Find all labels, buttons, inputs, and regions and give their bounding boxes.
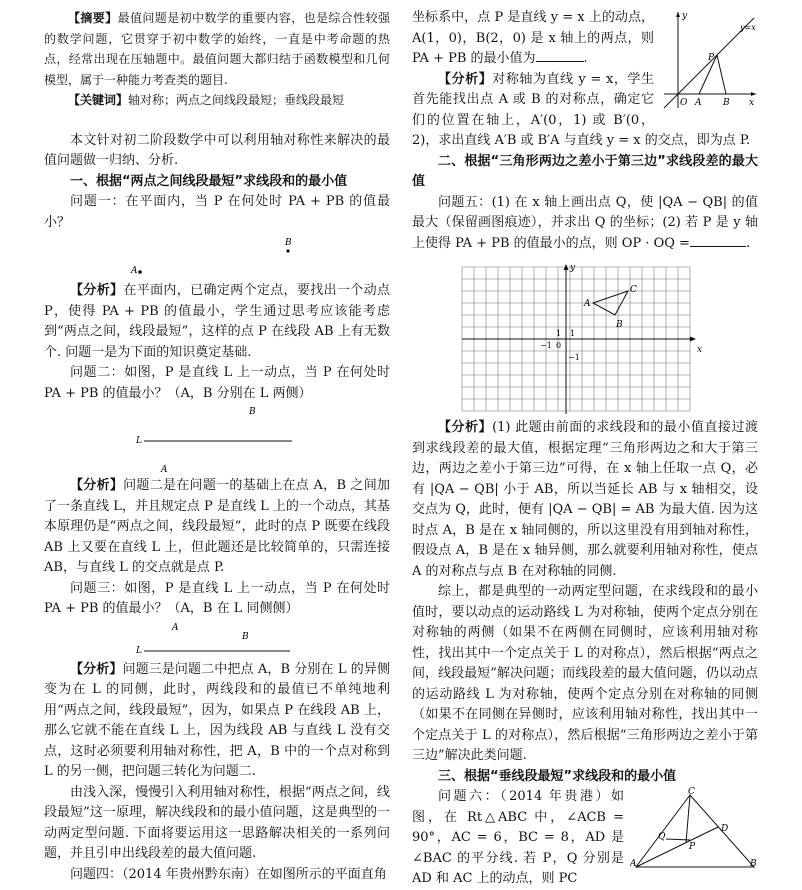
- q4-b-label: B: [723, 98, 730, 108]
- q6-d-label: D: [721, 824, 729, 834]
- q4-p-label: P: [708, 53, 715, 63]
- question-4-end: .: [583, 51, 588, 66]
- q4-x-arrow: [751, 92, 756, 96]
- section3-heading: 三、根据“垂线段最短”求线段和的最小值: [438, 768, 677, 784]
- analysis-3: [44, 660, 390, 783]
- segment-ad: [636, 827, 718, 867]
- q3-point-b-label: B: [242, 631, 249, 642]
- section2-heading: 二、根据“三角形两边之差小于第三边”求线段差的最大值: [412, 153, 758, 189]
- analysis-3-text: 问题三是问题二中把点 A，B 分别在 L 的异侧变为在 L 的同侧，此时，两线段和的最值已不单纯地利用“两点之间，线段最短”，因为，如果点 P 在线段 AB 上，那么它就不能在直线 L 上，因为线段 AB 与直线 L 没有交点，这时必须要利用轴对称性，把 A，B 中的一个点对称到 L 的另一侧，把问题三转化为问题二.: [44, 661, 390, 779]
- figure-q4: [660, 8, 758, 112]
- analysis-5: [412, 418, 758, 582]
- q1-point-a-label: A: [131, 266, 138, 276]
- analysis-1: [44, 281, 390, 363]
- q1-point-b-label: B: [285, 238, 292, 248]
- analysis-4-text: 对称轴为直线 y = x，学生首先能找出点 A 或 B 的对称点，确定它们的位置在轴上，A′(0，1) 或 B′(0，2)，求出直线 A′B 或 B′A 与直线 y = x 的交点，即为点 P.: [412, 71, 751, 148]
- q3-line-label: L: [136, 645, 142, 656]
- q6-b-label: B: [750, 859, 757, 869]
- answer-blank-4: [536, 49, 584, 62]
- question-4-text: 坐标系中，点 P 是直线 y = x 上的动点，A(1，0)，B(2，0) 是 x 轴上的两点，则 PA + PB 的最小值为: [412, 10, 654, 66]
- grid-x-arrow: [690, 337, 696, 342]
- q2-line-label: L: [136, 436, 142, 446]
- grid-y-label: y: [570, 263, 576, 273]
- left-column: [44, 8, 390, 885]
- keywords-text: 轴对称；两点之间线段最短；垂线段最短: [128, 93, 345, 107]
- analysis-tag-1: 【分析】: [70, 283, 124, 298]
- grid-x-label: x: [697, 345, 703, 355]
- right-column: [412, 8, 758, 890]
- summary-paragraph: 综上，都是典型的一动两定型问题，在求线段和的最小值时，要以动点的运动路线 L 为对称轴，使两个定点分别在对称轴的两侧（如果不在两侧在同侧时，应该利用轴对称性，找出其中一个定点关于 L 的对称点），然后根据“两点之间，线段最短”解决问题；而线段差的最大值问题，仍以动点的运动路线 L 为对称轴，使两个定点分别在对称轴的同侧（如果不在同侧在异侧时，应该利用轴对称性，找出其中一个定点关于 L 的对称点），然后根据“三角形两边之差小于第三边”解决此类问题.: [412, 584, 758, 763]
- abstract-text: 最值问题是初中数学的重要内容，也是综合性较强的数学问题，它贯穿于初中数学的始终，一直是中考命题的热点，经常出现在压轴题中。最值问题大都归结于函数模型和几何模型，属于一种能力考查类的题目.: [44, 11, 390, 87]
- q4-o-label: O: [680, 98, 688, 108]
- question-1: 问题一：在平面内，当 P 在何处时 PA + PB 的值最小？: [44, 194, 390, 230]
- q4-line-label: y=x: [740, 23, 756, 32]
- q4-segment-pb: [717, 55, 726, 94]
- grid-b-label: B: [616, 320, 623, 330]
- question-2: 问题二：如图，P 是直线 L 上一动点，当 P 在何处时 PA + PB 的值最小？（A，B 分别在 L 两侧）: [44, 365, 390, 401]
- q3-point-a-label: A: [172, 622, 179, 633]
- q4-a-label: A: [695, 98, 702, 108]
- q4-y-arrow: [676, 12, 680, 17]
- figure-q5-grid: [412, 260, 758, 418]
- q6-c-label: C: [688, 787, 695, 797]
- question-3: 问题三：如图，P 是直线 L 上一动点，当 P 在何处时 PA + PB 的值最小？（A，B 在 L 同侧侧）: [44, 580, 390, 616]
- q2-point-a-label: A: [161, 465, 168, 475]
- analysis-tag-2: 【分析】: [70, 478, 124, 493]
- question-5-end: .: [745, 235, 751, 251]
- analysis-5-text: (1) 此题由前面的求线段和的最小值直接过渡到求线段差的最大值，根据定理“三角形两边之和大于第三边，两边之差小于第三边”可得，在 x 轴上任取一点 Q，必有 |QA − QB| 小于 AB，所以当延长 AB 与 x 轴相交，设交点为 Q，此时，便有 |QA − QB| = AB 为最大值. 因为这时点 A，B 是在 x 轴同侧的，所以这里没有用到轴对称性，假设点 A，B 是在 x 轴异侧，那么就要利用轴对称性，使点 A 的对称点与点 B 在对称轴的同侧.: [412, 420, 758, 579]
- segment-cp: [686, 795, 690, 843]
- figure-q1: [44, 233, 390, 281]
- analysis-2-text: 问题二是在问题一的基础上在点 A，B 之间加了一条直线 L，并且规定点 P 是直线 L 上的一个动点，其基本原理仍是“两点之间，线段最短”，此时的点 P 既要在线段 AB 上又要在直线 L 上，但此题还是比较简单的，只需连接 AB，与直线 L 的交点就是点 P.: [44, 478, 390, 575]
- abstract-tag: 【摘要】: [68, 11, 118, 25]
- intro-paragraph: 本文针对初二阶段数学中可以利用轴对称性来解决的最值问题做一归纳、分析.: [44, 132, 390, 168]
- figure-q6: [630, 787, 758, 871]
- q1-point-b: [286, 249, 289, 252]
- transition-paragraph: 由浅入深，慢慢引入利用轴对称性，根据“两点之间，线段最短”这一原理，解决线段和的最小值问题，这是典型的一动两定型问题. 下面将要运用这一思路解决相关的一系列问题，并且引申出线段差的最大值问题.: [44, 784, 390, 861]
- q1-point-a: [138, 270, 142, 274]
- grid-tick-0: 0: [556, 341, 562, 350]
- keywords: [44, 90, 390, 111]
- question-5-text: 问题五：(1) 在 x 轴上画出点 Q，使 |QA − QB| 的值最大（保留画图痕迹），并求出 Q 的坐标；(2) 若 P 是 y 轴上使得 PA + PB 的值最小的点，则 OP · OQ =: [412, 194, 758, 251]
- grid-tick-y1: 1: [556, 329, 562, 338]
- q6-a-label: A: [630, 859, 637, 869]
- figure-q2: [44, 404, 390, 476]
- abstract: [44, 8, 390, 90]
- q4-x-label: x: [749, 98, 755, 108]
- analysis-1-text: 在平面内，已确定两个定点，要找出一个动点 P，使得 PA + PB 的值最小，学生通过思考应该能考虑到“两点之间，线段最短”，这样的点 P 在线段 AB 上有无数个. 问题一是为下面的知识奠定基础.: [44, 283, 390, 360]
- analysis-2: [44, 476, 390, 579]
- grid-a-label: A: [584, 299, 591, 309]
- figure-q3: [44, 620, 390, 660]
- answer-blank-5: [690, 234, 746, 247]
- q4-y-label: y: [682, 11, 688, 21]
- section1-heading: 一、根据“两点之间线段最短”求线段和的最小值: [70, 173, 348, 189]
- triangle-abc-q6: [636, 795, 754, 867]
- q2-point-b-label: B: [249, 407, 256, 417]
- analysis-tag-4: 【分析】: [438, 71, 493, 87]
- grid-tick-minus1-y: −1: [568, 353, 580, 362]
- grid-tick-1: 1: [570, 329, 576, 338]
- question-6: 问题六：（2014 年贵港）如图，在 Rt△ABC 中，∠ACB = 90°，AC = 6，BC = 8，AD 是 ∠BAC 的平分线. 若 P，Q 分别是 AD 和 AC 上的动点，则 PC: [412, 789, 624, 886]
- q6-q-label: Q: [658, 832, 666, 842]
- question-4-start: 问题四：（2014 年贵州黔东南）在如图所示的平面直角: [70, 866, 387, 882]
- analysis-tag-5: 【分析】: [438, 420, 493, 435]
- grid-tick-minus1: −1: [540, 341, 552, 350]
- analysis-tag-3: 【分析】: [70, 661, 123, 677]
- keywords-tag: 【关键词】: [68, 93, 129, 107]
- question-5: [412, 193, 758, 255]
- q6-p-label: P: [689, 842, 696, 852]
- grid-c-label: C: [630, 285, 637, 295]
